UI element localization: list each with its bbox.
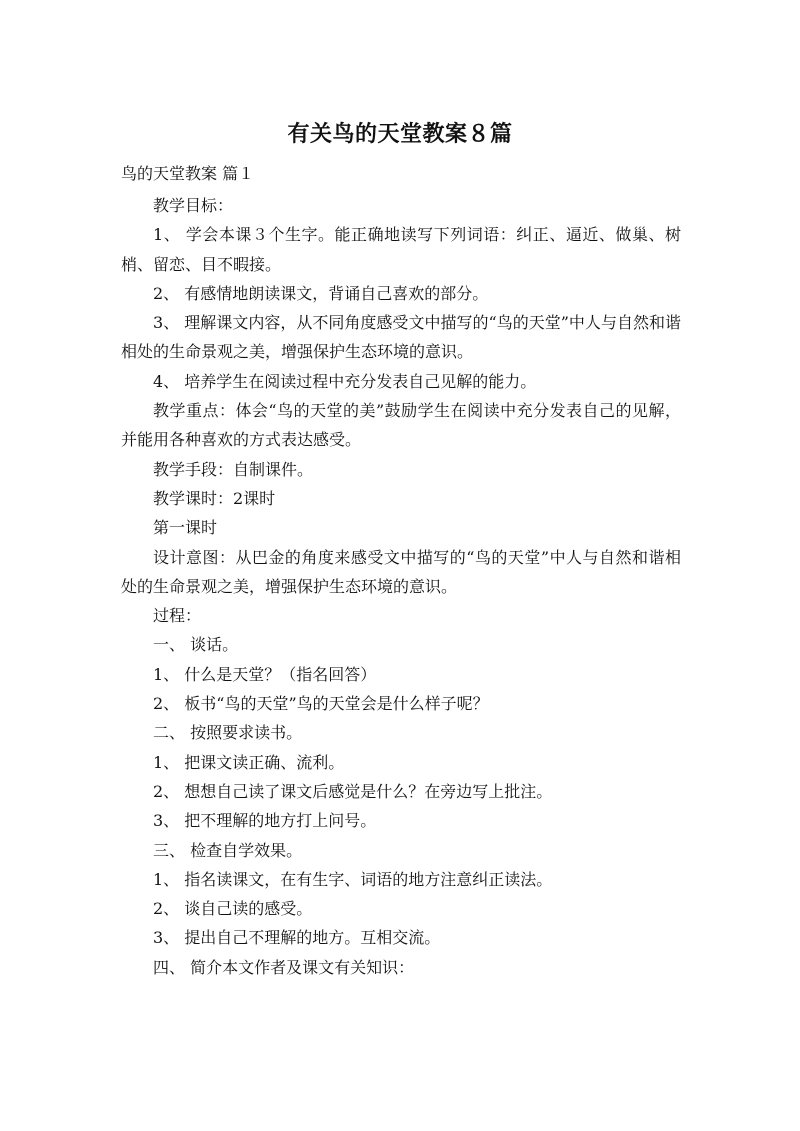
paragraph: 一、 谈话。 [153, 635, 239, 655]
paragraph: 3、 把不理解的地方打上问号。 [153, 811, 377, 831]
paragraph: 教学目标： [153, 196, 234, 215]
paragraph: 教学课时：2课时 [153, 488, 276, 508]
paragraph: 1、 什么是天堂？（指名回答） [153, 664, 377, 684]
paragraph: 1、 学会本课３个生字。能正确地读写下列词语：纠正、逼近、做巢、树梢、留恋、目不暇接。 [121, 225, 681, 274]
paragraph: 2、 想想自己读了课文后感觉是什么？在旁边写上批注。 [153, 781, 553, 801]
paragraph: 1、 把课文读正确、流利。 [153, 752, 345, 772]
paragraph: 3、 提出自己不理解的地方。互相交流。 [153, 928, 441, 948]
paragraph: 3、 理解课文内容，从不同角度感受文中描写的“鸟的天堂”中人与自然和谐相处的生命景观之美，增强保护生态环境的意识。 [121, 313, 681, 362]
paragraph: 2、 板书“鸟的天堂”鸟的天堂会是什么样子呢？ [153, 694, 489, 714]
paragraph: 第一课时 [153, 518, 218, 538]
document-title: 有关鸟的天堂教案８篇 [287, 122, 513, 147]
paragraph: 四、 简介本文作者及课文有关知识： [153, 957, 415, 977]
paragraph: 教学手段：自制课件。 [153, 459, 314, 479]
document-body [121, 191, 681, 982]
paragraph: 二、 按照要求读书。 [153, 723, 303, 743]
paragraph: 2、 谈自己读的感受。 [153, 899, 313, 919]
paragraph: 设计意图：从巴金的角度来感受文中描写的“鸟的天堂”中人与自然和谐相处的生命景观之美，增强保护生态环境的意识。 [121, 547, 681, 596]
paragraph: 三、 检查自学效果。 [153, 840, 303, 860]
paragraph: 过程： [153, 606, 202, 626]
paragraph: 教学重点：体会“鸟的天堂的美”鼓励学生在阅读中充分发表自己的见解，并能用各种喜欢的方式表达感受。 [121, 401, 681, 450]
paragraph: 1、 指名读课文，在有生字、词语的地方注意纠正读法。 [153, 869, 553, 889]
paragraph: 4、 培养学生在阅读过程中充分发表自己见解的能力。 [153, 371, 537, 391]
section-heading: 鸟的天堂教案 篇１ [121, 164, 255, 183]
paragraph: 2、 有感情地朗读课文，背诵自己喜欢的部分。 [153, 283, 489, 303]
